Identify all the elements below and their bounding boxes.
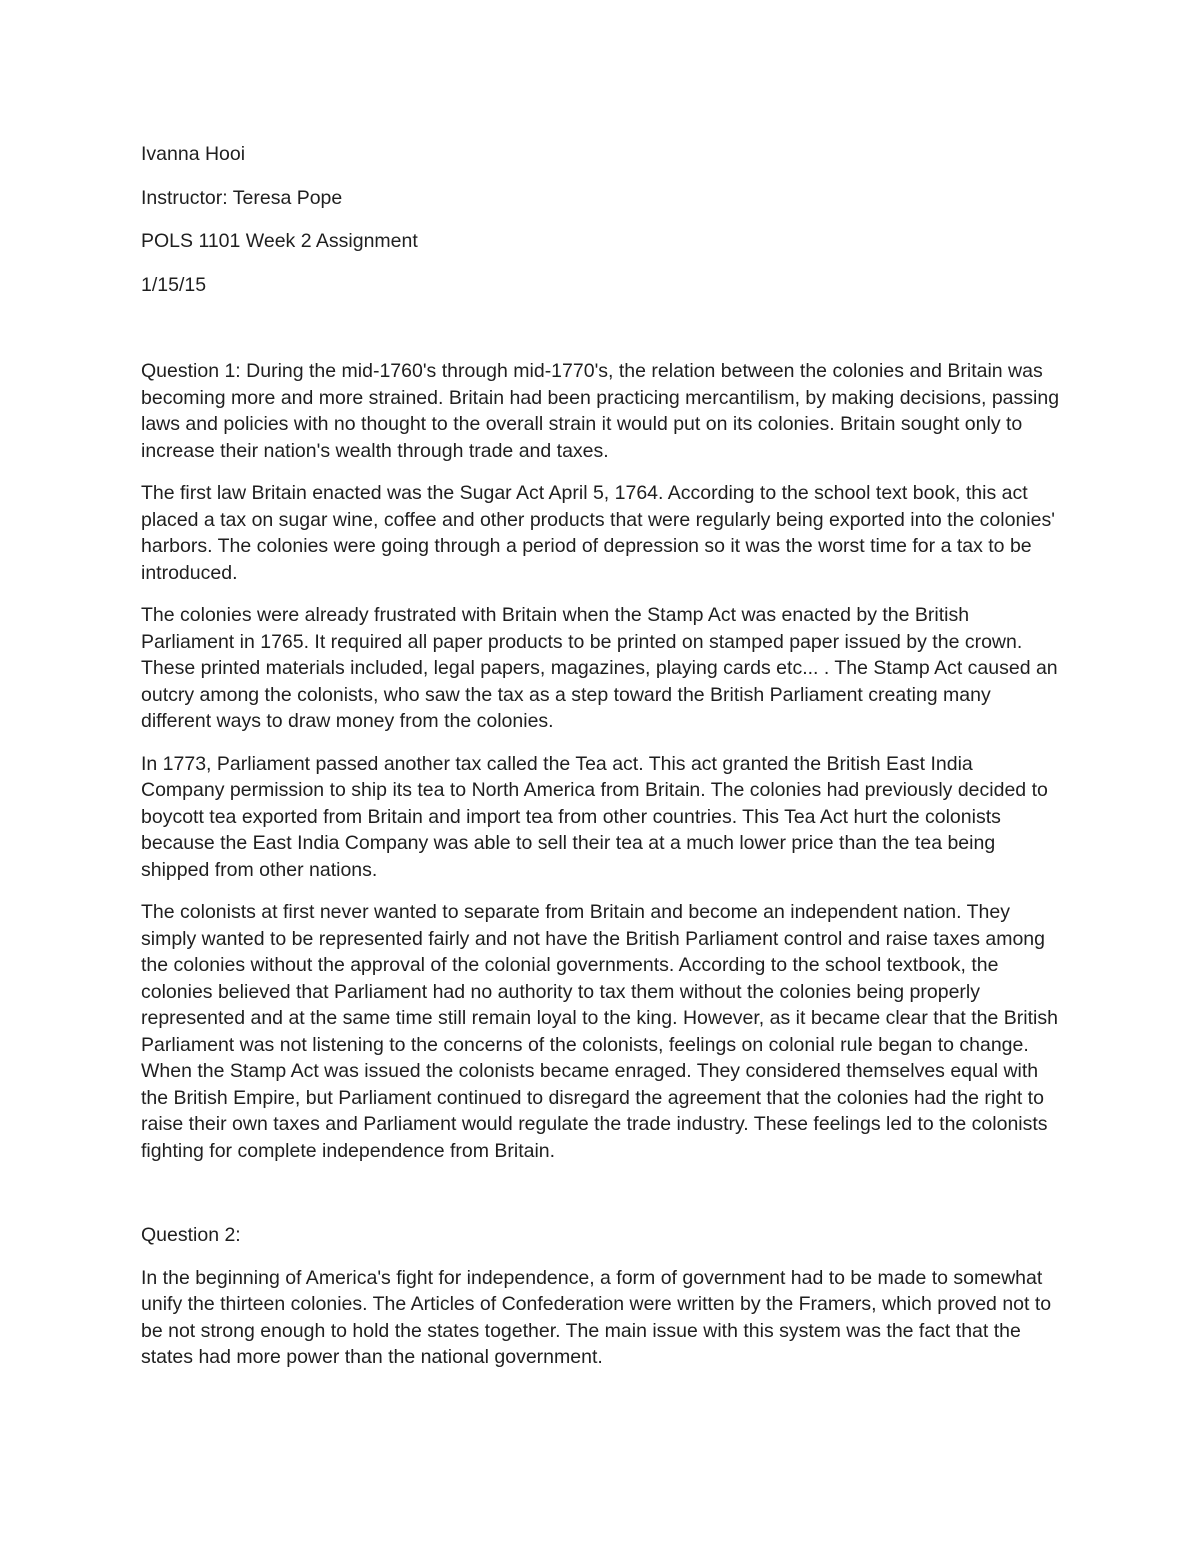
course-line: POLS 1101 Week 2 Assignment xyxy=(141,230,418,252)
date-line: 1/15/15 xyxy=(141,273,207,296)
stamp-act-paragraph: The colonies were already frustrated with Britain when the Stamp Act was enacted by the British Parliament in 1765. It required all paper products to be printed on stamped paper issued by the crown. These printed materials included, legal papers, magazines, playing cards etc... . The Stamp Act caused an outcry among the colonists, who saw the tax as a step toward the British Parliament creating many different ways to draw money from the colonies. xyxy=(141,604,1058,732)
document-body xyxy=(141,141,1061,1387)
question-2-label: Question 2: xyxy=(141,1224,241,1246)
sugar-act-paragraph: The first law Britain enacted was the Sugar Act April 5, 1764. According to the school text book, this act placed a tax on sugar wine, coffee and other products that were regularly being exported into the colonies' harbors. The colonies were going through a period of depression so it was the worst time for a tax to be introduced. xyxy=(141,482,1055,584)
articles-paragraph: In the beginning of America's fight for independence, a form of government had to be made to somewhat unify the thirteen colonies. The Articles of Confederation were written by the Framers, which proved not to be not strong enough to hold the states together. The main issue with this system was the fact that the states had more power than the national government. xyxy=(141,1266,1052,1368)
question-1-paragraph: Question 1: During the mid-1760's through mid-1770's, the relation between the colonies and Britain was becoming more and more strained. Britain had been practicing mercantilism, by making decisions, passing laws and policies with no thought to the overall strain it would put on its colonies. Britain sought only to increase their nation's wealth through trade and taxes. xyxy=(141,360,1060,462)
student-name: Ivanna Hooi xyxy=(141,143,246,165)
instructor-line: Instructor: Teresa Pope xyxy=(141,186,343,209)
independence-paragraph: The colonists at first never wanted to separate from Britain and become an independent nation. They simply wanted to be represented fairly and not have the British Parliament control and raise taxes among the colonies without the approval of the colonial governments. According to the school textbook, the colonies believed that Parliament had no authority to tax them without the colonies being properly represented and at the same time still remain loyal to the king. However, as it became clear that the British Parliament was not listening to the concerns of the colonists, feelings on colonial rule began to change. When the Stamp Act was issued the colonists became enraged. They considered themselves equal with the British Empire, but Parliament continued to disregard the agreement that the colonies had the right to raise their own taxes and Parliament would regulate the trade industry. These feelings led to the colonists fighting for complete independence from Britain. xyxy=(141,901,1058,1162)
tea-act-paragraph: In 1773, Parliament passed another tax called the Tea act. This act granted the British East India Company permission to ship its tea to North America from Britain. The colonies had previously decided to boycott tea exported from Britain and import tea from other countries. This Tea Act hurt the colonists because the East India Company was able to sell their tea at a much lower price than the tea being shipped from other nations. xyxy=(141,752,1048,881)
